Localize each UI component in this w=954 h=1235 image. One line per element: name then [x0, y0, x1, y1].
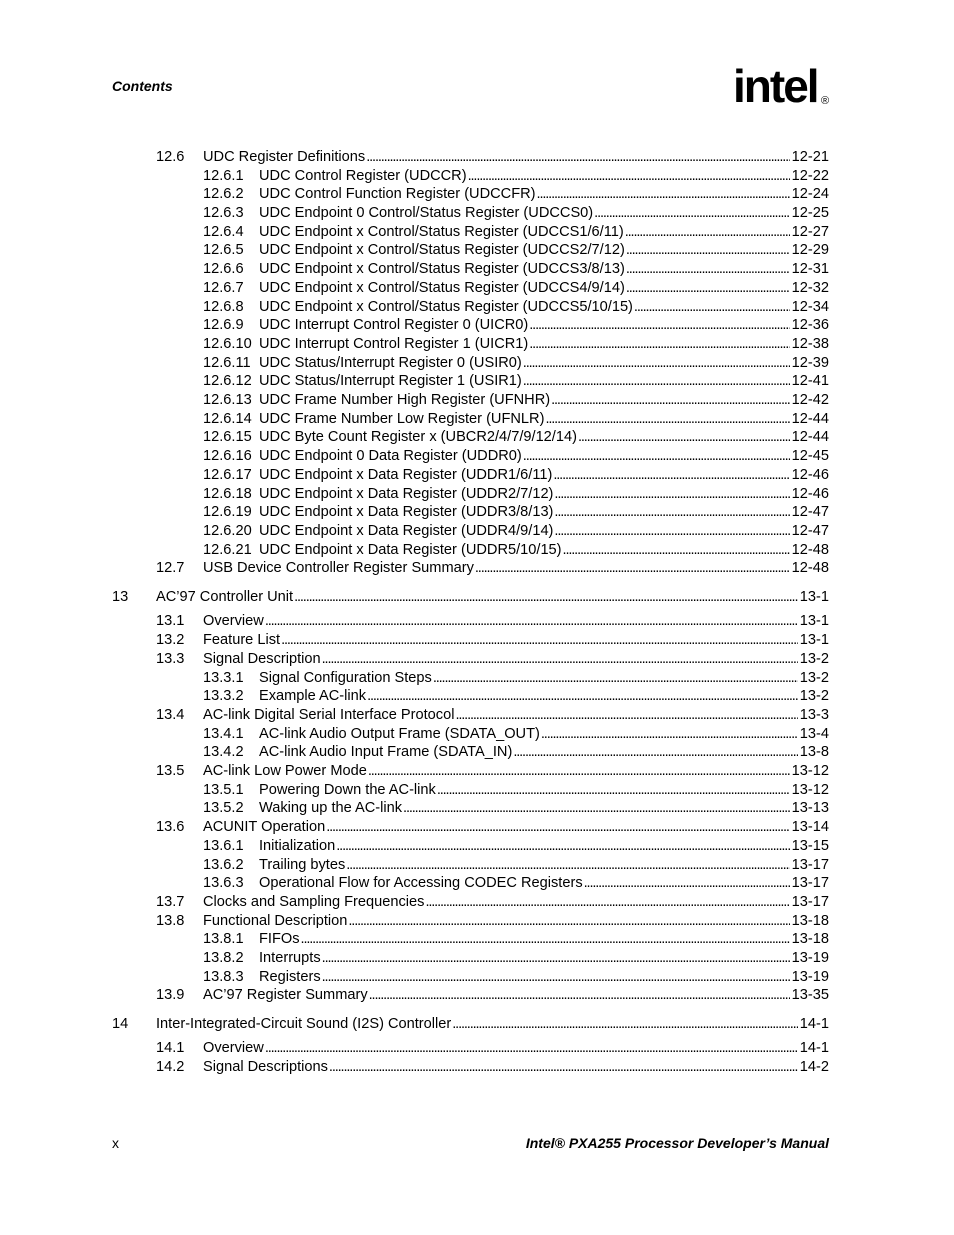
- toc-entry-page: 13-3: [799, 707, 829, 723]
- toc-entry-number: 14: [112, 1016, 129, 1032]
- dot-leader: [369, 986, 790, 1004]
- toc-entry[interactable]: [203, 949, 829, 967]
- dot-leader: [348, 912, 789, 930]
- dot-leader: [529, 335, 789, 353]
- running-header-title: Contents: [112, 78, 173, 94]
- toc-entry-number: 12.6.17: [203, 467, 252, 483]
- toc-entry-title: UDC Endpoint x Data Register (UDDR4/9/14): [259, 523, 554, 539]
- toc-entry-page: 13-2: [799, 670, 829, 686]
- toc-entry-number: 13.8.2: [203, 950, 244, 966]
- toc-entry-page: 14-2: [799, 1059, 829, 1075]
- toc-entry-page: 12-32: [791, 280, 829, 296]
- dot-leader: [541, 725, 798, 743]
- toc-entry-page: 12-36: [791, 317, 829, 333]
- toc-entry-number: 13.6.1: [203, 838, 244, 854]
- toc-entry-title: UDC Endpoint 0 Data Register (UDDR0): [259, 448, 522, 464]
- toc-entry-number: 14.2: [156, 1059, 185, 1075]
- toc-entry-title: Trailing bytes: [259, 857, 346, 873]
- toc-entry[interactable]: [203, 354, 829, 372]
- toc-entry-page: 13-17: [791, 857, 829, 873]
- dot-leader: [425, 893, 789, 911]
- toc-entry-number: 13.2: [156, 632, 185, 648]
- toc-entry-page: 13-17: [791, 894, 829, 910]
- toc-entry[interactable]: [203, 522, 829, 540]
- toc-entry-page: 13-12: [791, 763, 829, 779]
- dot-leader: [455, 706, 797, 724]
- toc-entry-page: 12-44: [791, 411, 829, 427]
- toc-entry-title: ACUNIT Operation: [203, 819, 326, 835]
- toc-entry-title: Inter-Integrated-Circuit Sound (I2S) Controller: [156, 1016, 452, 1032]
- toc-entry-title: UDC Endpoint 0 Control/Status Register (UDCCS0): [259, 205, 594, 221]
- toc-entry-number: 12.6.10: [203, 336, 252, 352]
- toc-entry[interactable]: [203, 743, 829, 761]
- toc-entry-page: 12-46: [791, 486, 829, 502]
- toc-entry-number: 12.6.21: [203, 542, 252, 558]
- toc-entry-page: 13-2: [799, 688, 829, 704]
- toc-entry-page: 12-24: [791, 186, 829, 202]
- toc-entry-page: 12-22: [791, 168, 829, 184]
- toc-entry[interactable]: [203, 335, 829, 353]
- dot-leader: [523, 354, 790, 372]
- dot-leader: [523, 372, 790, 390]
- intel-logo: [733, 62, 833, 118]
- dot-leader: [594, 204, 790, 222]
- toc-entry-page: 12-27: [791, 224, 829, 240]
- dot-leader: [551, 391, 790, 409]
- toc-entry-title: UDC Endpoint x Data Register (UDDR2/7/12): [259, 486, 554, 502]
- toc-entry[interactable]: [156, 1039, 829, 1057]
- dot-leader: [523, 447, 790, 465]
- dot-leader: [326, 818, 789, 836]
- toc-entry[interactable]: [112, 588, 829, 606]
- toc-entry-title: Overview: [203, 1040, 264, 1056]
- dot-leader: [403, 799, 790, 817]
- toc-entry[interactable]: [156, 148, 829, 166]
- dot-leader: [366, 148, 789, 166]
- toc-entry-number: 13.3: [156, 651, 185, 667]
- dot-leader: [322, 968, 790, 986]
- toc-entry-number: 12.7: [156, 560, 185, 576]
- dot-leader: [322, 949, 790, 967]
- toc-entry-page: 13-35: [791, 987, 829, 1003]
- toc-entry-title: Registers: [259, 969, 321, 985]
- dot-leader: [537, 185, 790, 203]
- toc-entry[interactable]: [203, 687, 829, 705]
- toc-entry[interactable]: [203, 968, 829, 986]
- toc-entry-number: 12.6.9: [203, 317, 244, 333]
- toc-entry-number: 14.1: [156, 1040, 185, 1056]
- toc-entry-title: Operational Flow for Accessing CODEC Registers: [259, 875, 583, 891]
- toc-entry-number: 13.4: [156, 707, 185, 723]
- dot-leader: [281, 631, 798, 649]
- toc-entry-title: UDC Endpoint x Data Register (UDDR5/10/15): [259, 542, 562, 558]
- dot-leader: [322, 650, 798, 668]
- toc-entry-page: 13-15: [791, 838, 829, 854]
- toc-entry[interactable]: [203, 930, 829, 948]
- toc-entry-page: 12-41: [791, 373, 829, 389]
- toc-entry-title: UDC Endpoint x Control/Status Register (UDCCS2/7/12): [259, 242, 625, 258]
- toc-entry-number: 13.5.1: [203, 782, 244, 798]
- dot-leader: [346, 856, 789, 874]
- toc-entry-number: 12.6.11: [203, 355, 251, 371]
- toc-entry-title: Signal Description: [203, 651, 321, 667]
- toc-entry[interactable]: [203, 410, 829, 428]
- toc-entry-page: 13-13: [791, 800, 829, 816]
- dot-leader: [634, 298, 790, 316]
- dot-leader: [452, 1015, 798, 1033]
- toc-entry-title: UDC Endpoint x Control/Status Register (UDCCS3/8/13): [259, 261, 625, 277]
- toc-entry[interactable]: [203, 204, 829, 222]
- toc-entry-page: 12-45: [791, 448, 829, 464]
- toc-entry-number: 12.6.3: [203, 205, 244, 221]
- dot-leader: [626, 260, 790, 278]
- dot-leader: [513, 743, 797, 761]
- toc-entry[interactable]: [156, 912, 829, 930]
- toc-entry-number: 13: [112, 589, 129, 605]
- toc-entry-page: 12-25: [791, 205, 829, 221]
- dot-leader: [554, 503, 789, 521]
- toc-entry-number: 12.6.19: [203, 504, 252, 520]
- toc-entry[interactable]: [156, 893, 829, 911]
- dot-leader: [563, 541, 790, 559]
- toc-entry[interactable]: [203, 781, 829, 799]
- toc-entry-number: 12.6.6: [203, 261, 244, 277]
- toc-entry[interactable]: [203, 260, 829, 278]
- toc-entry-page: 12-21: [791, 149, 829, 165]
- toc-entry-title: UDC Byte Count Register x (UBCR2/4/7/9/12/14): [259, 429, 577, 445]
- dot-leader: [433, 669, 798, 687]
- toc-entry-title: Clocks and Sampling Frequencies: [203, 894, 425, 910]
- toc-entry-number: 12.6.16: [203, 448, 252, 464]
- toc-entry-page: 14-1: [799, 1040, 829, 1056]
- toc-entry-page: 13-12: [791, 782, 829, 798]
- toc-entry-page: 13-1: [799, 589, 829, 605]
- toc-entry[interactable]: [156, 612, 829, 630]
- toc-entry-title: Example AC-link: [259, 688, 367, 704]
- toc-entry[interactable]: [203, 503, 829, 521]
- toc-entry-title: UDC Endpoint x Control/Status Register (UDCCS1/6/11): [259, 224, 624, 240]
- dot-leader: [529, 316, 789, 334]
- toc-entry-number: 12.6.15: [203, 429, 252, 445]
- toc-entry[interactable]: [203, 241, 829, 259]
- toc-entry-title: Feature List: [203, 632, 281, 648]
- toc-entry[interactable]: [203, 372, 829, 390]
- toc-entry-title: Functional Description: [203, 913, 348, 929]
- toc-entry-title: UDC Interrupt Control Register 0 (UICR0): [259, 317, 529, 333]
- toc-entry-page: 12-44: [791, 429, 829, 445]
- registered-mark: ®: [821, 95, 830, 107]
- toc-entry-page: 12-47: [791, 504, 829, 520]
- dot-leader: [554, 522, 789, 540]
- toc-entry[interactable]: [203, 874, 829, 892]
- toc-entry-number: 12.6.8: [203, 299, 244, 315]
- toc-entry-page: 12-29: [791, 242, 829, 258]
- toc-entry-number: 13.6: [156, 819, 185, 835]
- dot-leader: [584, 874, 790, 892]
- toc-entry-number: 12.6.14: [203, 411, 252, 427]
- toc-entry[interactable]: [203, 725, 829, 743]
- toc-entry-number: 13.6.3: [203, 875, 244, 891]
- toc-entry[interactable]: [156, 1058, 829, 1076]
- toc-entry-page: 12-46: [791, 467, 829, 483]
- toc-entry-title: UDC Control Register (UDCCR): [259, 168, 467, 184]
- toc-entry-number: 13.5.2: [203, 800, 244, 816]
- footer-page-number: x: [112, 1135, 119, 1151]
- toc-entry-page: 13-14: [791, 819, 829, 835]
- dot-leader: [329, 1058, 798, 1076]
- toc-entry[interactable]: [156, 986, 829, 1004]
- toc-entry-title: Powering Down the AC-link: [259, 782, 436, 798]
- toc-entry-number: 13.8.1: [203, 931, 244, 947]
- toc-entry[interactable]: [203, 669, 829, 687]
- dot-leader: [265, 1039, 798, 1057]
- toc-entry-title: UDC Endpoint x Data Register (UDDR1/6/11): [259, 467, 553, 483]
- toc-entry-page: 13-17: [791, 875, 829, 891]
- toc-entry-title: Waking up the AC-link: [259, 800, 403, 816]
- toc-entry-title: UDC Control Function Register (UDCCFR): [259, 186, 536, 202]
- toc-entry-number: 12.6.1: [203, 168, 244, 184]
- toc-entry-title: AC’97 Controller Unit: [156, 589, 294, 605]
- toc-entry-page: 14-1: [799, 1016, 829, 1032]
- toc-entry-title: UDC Interrupt Control Register 1 (UICR1): [259, 336, 529, 352]
- toc-entry-page: 12-31: [791, 261, 829, 277]
- toc-entry-title: AC-link Audio Input Frame (SDATA_IN): [259, 744, 513, 760]
- toc-entry-title: AC-link Low Power Mode: [203, 763, 367, 779]
- toc-entry-title: UDC Endpoint x Data Register (UDDR3/8/13): [259, 504, 554, 520]
- dot-leader: [626, 279, 790, 297]
- toc-entry[interactable]: [156, 631, 829, 649]
- toc-entry-page: 13-2: [799, 651, 829, 667]
- toc-entry-title: AC-link Digital Serial Interface Protocol: [203, 707, 455, 723]
- toc-entry[interactable]: [203, 447, 829, 465]
- dot-leader: [336, 837, 789, 855]
- toc-entry-page: 12-39: [791, 355, 829, 371]
- toc-entry-title: AC-link Audio Output Frame (SDATA_OUT): [259, 726, 540, 742]
- toc-entry-number: 13.1: [156, 613, 185, 629]
- toc-entry[interactable]: [203, 316, 829, 334]
- dot-leader: [301, 930, 790, 948]
- toc-entry-number: 12.6.18: [203, 486, 252, 502]
- toc-entry-number: 13.6.2: [203, 857, 244, 873]
- toc-entry[interactable]: [203, 167, 829, 185]
- dot-leader: [578, 428, 790, 446]
- toc-entry[interactable]: [203, 466, 829, 484]
- toc-entry-number: 12.6.7: [203, 280, 244, 296]
- toc-entry-number: 13.4.2: [203, 744, 244, 760]
- toc-entry[interactable]: [156, 706, 829, 724]
- dot-leader: [475, 559, 790, 577]
- toc-entry[interactable]: [203, 298, 829, 316]
- toc-entry-number: 13.7: [156, 894, 185, 910]
- toc-entry[interactable]: [203, 541, 829, 559]
- toc-entry[interactable]: [203, 185, 829, 203]
- dot-leader: [367, 687, 798, 705]
- toc-entry[interactable]: [203, 279, 829, 297]
- dot-leader: [294, 588, 798, 606]
- toc-entry-page: 12-48: [791, 560, 829, 576]
- toc-entry[interactable]: [203, 799, 829, 817]
- dot-leader: [625, 223, 790, 241]
- toc-entry[interactable]: [203, 223, 829, 241]
- dot-leader: [468, 167, 790, 185]
- toc-entry-title: Signal Configuration Steps: [259, 670, 432, 686]
- toc-entry-title: Initialization: [259, 838, 336, 854]
- toc-entry-number: 12.6.4: [203, 224, 244, 240]
- dot-leader: [545, 410, 789, 428]
- toc-entry-page: 13-19: [791, 969, 829, 985]
- toc-entry-title: Overview: [203, 613, 264, 629]
- toc-entry-title: UDC Endpoint x Control/Status Register (UDCCS4/9/14): [259, 280, 625, 296]
- toc-entry-number: 12.6.20: [203, 523, 252, 539]
- toc-entry-number: 13.8.3: [203, 969, 244, 985]
- toc-entry[interactable]: [203, 428, 829, 446]
- toc-entry-page: 12-38: [791, 336, 829, 352]
- toc-entry[interactable]: [203, 485, 829, 503]
- toc-entry-title: UDC Register Definitions: [203, 149, 366, 165]
- toc-entry-number: 12.6.2: [203, 186, 244, 202]
- toc-entry-title: UDC Frame Number High Register (UFNHR): [259, 392, 551, 408]
- dot-leader: [626, 241, 790, 259]
- toc-entry-page: 13-8: [799, 744, 829, 760]
- toc-entry-page: 13-4: [799, 726, 829, 742]
- toc-entry-title: USB Device Controller Register Summary: [203, 560, 474, 576]
- toc-entry-number: 12.6: [156, 149, 185, 165]
- toc-entry[interactable]: [156, 818, 829, 836]
- dot-leader: [368, 762, 790, 780]
- toc-entry-page: 13-1: [799, 613, 829, 629]
- logo-wordmark: intel: [733, 62, 818, 112]
- toc-entry-number: 13.4.1: [203, 726, 244, 742]
- toc-entry-number: 13.3.1: [203, 670, 244, 686]
- toc-entry-title: Signal Descriptions: [203, 1059, 328, 1075]
- toc-entry-number: 12.6.5: [203, 242, 244, 258]
- toc-entry-title: UDC Status/Interrupt Register 0 (USIR0): [259, 355, 522, 371]
- dot-leader: [553, 466, 789, 484]
- toc-entry-page: 12-42: [791, 392, 829, 408]
- toc-entry-page: 12-47: [791, 523, 829, 539]
- toc-entry-number: 12.6.13: [203, 392, 252, 408]
- toc-entry-page: 13-18: [791, 913, 829, 929]
- toc-entry[interactable]: [156, 559, 829, 577]
- toc-entry-title: UDC Frame Number Low Register (UFNLR): [259, 411, 545, 427]
- toc-entry-title: Interrupts: [259, 950, 321, 966]
- toc-entry[interactable]: [112, 1015, 829, 1033]
- toc-entry-page: 13-18: [791, 931, 829, 947]
- toc-entry[interactable]: [156, 762, 829, 780]
- toc-entry[interactable]: [203, 856, 829, 874]
- toc-entry-number: 13.5: [156, 763, 185, 779]
- toc-entry-page: 12-48: [791, 542, 829, 558]
- toc-entry-number: 13.8: [156, 913, 185, 929]
- toc-entry[interactable]: [203, 837, 829, 855]
- dot-leader: [437, 781, 790, 799]
- toc-entry-title: UDC Status/Interrupt Register 1 (USIR1): [259, 373, 522, 389]
- toc-entry-title: UDC Endpoint x Control/Status Register (UDCCS5/10/15): [259, 299, 633, 315]
- toc-entry[interactable]: [156, 650, 829, 668]
- dot-leader: [265, 612, 798, 630]
- dot-leader: [554, 485, 789, 503]
- toc-entry-number: 12.6.12: [203, 373, 252, 389]
- footer-manual-title: Intel® PXA255 Processor Developer’s Manual: [525, 1135, 829, 1151]
- toc-entry[interactable]: [203, 391, 829, 409]
- toc-entry-page: 13-19: [791, 950, 829, 966]
- toc-entry-page: 12-34: [791, 299, 829, 315]
- toc-entry-title: AC’97 Register Summary: [203, 987, 368, 1003]
- toc-entry-number: 13.9: [156, 987, 185, 1003]
- toc-entry-number: 13.3.2: [203, 688, 244, 704]
- toc-entry-title: FIFOs: [259, 931, 300, 947]
- toc-entry-page: 13-1: [799, 632, 829, 648]
